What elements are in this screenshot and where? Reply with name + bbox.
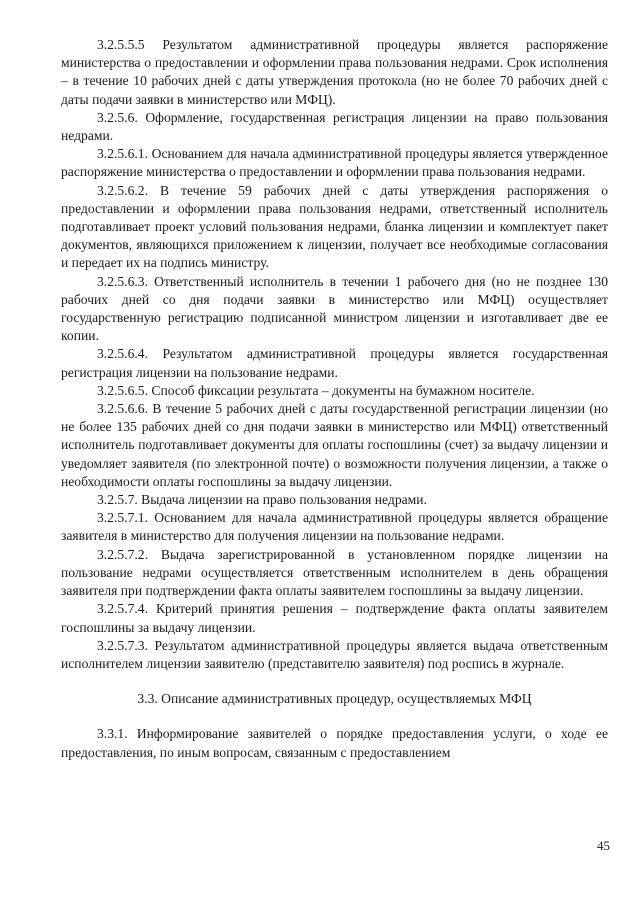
paragraph-3-2-5-6-6: 3.2.5.6.6. В течение 5 рабочих дней с даты государственной регистрации лицензии (но не более 135 рабочих дней со дня подачи заявки в министерство или МФЦ) ответственный исполнитель подготавливает документы для оплаты госпошлины (счет) за выдачу лицензии и уведомляет заявителя (по электронной почте) о возможности получения лицензии, а также о необходимости оплаты госпошлины за выдачу лицензии. [61, 401, 608, 489]
paragraph-3-2-5-6-1: 3.2.5.6.1. Основанием для начала административной процедуры является утвержденное распоряжение министерства о предоставлении и оформлении права пользования недрами. [61, 146, 608, 180]
paragraph-3-2-5-7-2: 3.2.5.7.2. Выдача зарегистрированной в установленном порядке лицензии на пользование недрами осуществляется ответственным исполнителем в день обращения заявителя при подтверждении факта оплаты заявителем госпошлины за выдачу лицензии. [61, 546, 608, 599]
page-number: 45 [597, 838, 610, 853]
section-heading: 3.3. Описание административных процедур, осуществляемых МФЦ [137, 691, 532, 707]
paragraph-3-2-5-5-5: 3.2.5.5.5 Результатом административной процедуры является распоряжение министерства о предоставлении и оформлении права пользования недрами. Срок исполнения – в течение 10 рабочих дней с даты утверждения протокола (но не более 70 рабочих дней с даты подачи заявки в министерство или МФЦ). [61, 37, 608, 107]
paragraph-3-2-5-7: 3.2.5.7. Выдача лицензии на право пользования недрами. [97, 492, 427, 508]
paragraph-3-2-5-6-5: 3.2.5.6.5. Способ фиксации результата – документы на бумажном носителе. [97, 382, 535, 398]
paragraph-3-2-5-7-4: 3.2.5.7.4. Критерий принятия решения – подтверждение факта оплаты заявителем госпошлины за выдачу лицензии. [61, 601, 608, 635]
paragraph-3-2-5-6-4: 3.2.5.6.4. Результатом административной процедуры является государственная регистрация лицензии на пользование недрами. [61, 346, 608, 380]
document-body [61, 36, 608, 762]
paragraph-3-3-1: 3.3.1. Информирование заявителей о порядке предоставления услуги, о ходе ее предоставления, по иным вопросам, связанным с предоставлением [61, 726, 608, 760]
paragraph-3-2-5-7-1: 3.2.5.7.1. Основанием для начала административной процедуры является обращение заявителя в министерство для получения лицензии на пользование недрами. [61, 510, 608, 544]
paragraph-3-2-5-6-2: 3.2.5.6.2. В течение 59 рабочих дней с даты утверждения распоряжения о предоставлении и оформлении права пользования недрами, ответственный исполнитель подготавливает проект условий пользования недрами, бланка лицензии и комплектует пакет документов, являющихся приложением к лицензии, получает все необходимые согласования и передает их на подпись министру. [61, 182, 608, 271]
paragraph-3-2-5-6-3: 3.2.5.6.3. Ответственный исполнитель в течении 1 рабочего дня (но не позднее 130 рабочих дней со дня подачи заявки в министерство или МФЦ) осуществляет государственную регистрацию подписанной министром лицензии и изготавливает две ее копии. [61, 273, 608, 344]
paragraph-3-2-5-6: 3.2.5.6. Оформление, государственная регистрация лицензии на право пользования недрами. [61, 109, 608, 144]
paragraph-3-2-5-7-3: 3.2.5.7.3. Результатом административной процедуры является выдача ответственным исполнителем лицензии заявителю (представителю заявителя) под роспись в журнале. [61, 637, 608, 671]
